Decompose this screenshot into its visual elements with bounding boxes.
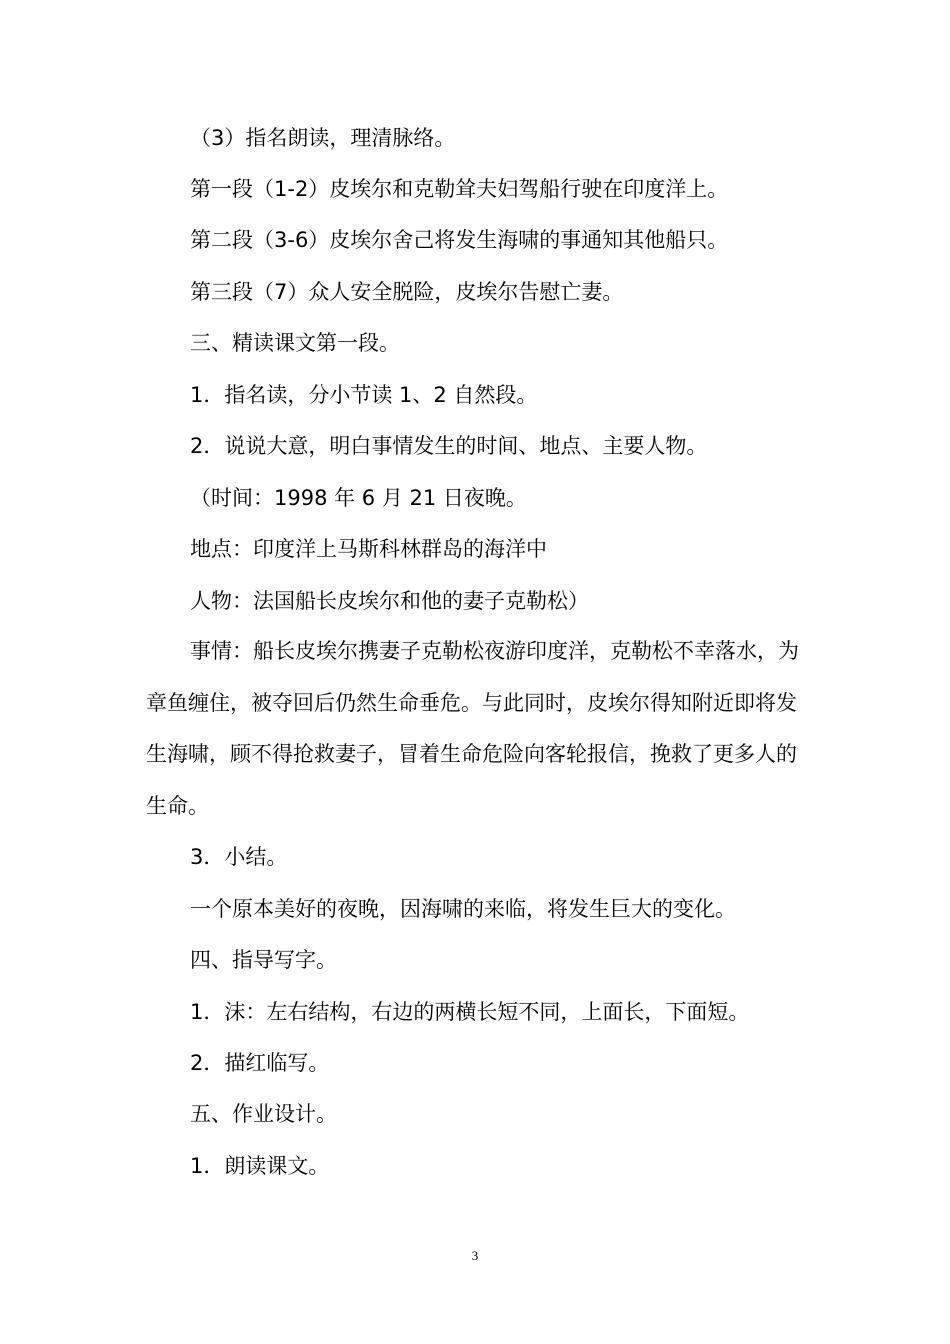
text-line: 第三段（7）众人安全脱险，皮埃尔告慰亡妻。 (190, 280, 624, 304)
section-heading: 五、作业设计。 (190, 1102, 337, 1126)
text-line: 1．沫：左右结构，右边的两横长短不同，上面长，下面短。 (190, 1000, 750, 1024)
text-line: 2．说说大意，明白事情发生的时间、地点、主要人物。 (190, 434, 708, 458)
text-line: 第二段（3-6）皮埃尔舍己将发生海啸的事通知其他船只。 (190, 228, 729, 252)
text-line: 2．描红临写。 (190, 1051, 330, 1075)
story-paragraph: 事情：船长皮埃尔携妻子克勒松夜游印度洋，克勒松不幸落水，为章鱼缠住，被夺回后仍然生命垂危。与此同时，皮埃尔得知附近即将发生海啸，顾不得抢救妻子，冒着生命危险向客轮报信，挽救了更多人的生命。 (146, 639, 799, 818)
text-line: 1．朗读课文。 (190, 1154, 330, 1178)
text-line: 第一段（1-2）皮埃尔和克勒耸夫妇驾船行驶在印度洋上。 (190, 177, 729, 201)
page-number: 3 (471, 1248, 479, 1263)
text-line: 一个原本美好的夜晚，因海啸的来临，将发生巨大的变化。 (190, 897, 736, 921)
text-line: 3．小结。 (190, 845, 288, 869)
text-line: （时间：1998 年 6 月 21 日夜晚。 (190, 486, 527, 510)
text-line: 1．指名读，分小节读 1、2 自然段。 (190, 383, 538, 407)
section-heading: 四、指导写字。 (190, 948, 337, 972)
section-heading: 三、精读课文第一段。 (190, 331, 400, 355)
text-line: 人物：法国船长皮埃尔和他的妻子克勒松） (190, 589, 589, 613)
text-line: 地点：印度洋上马斯科林群岛的海洋中 (190, 537, 547, 561)
text-line: （3）指名朗读，理清脉络。 (190, 126, 456, 150)
